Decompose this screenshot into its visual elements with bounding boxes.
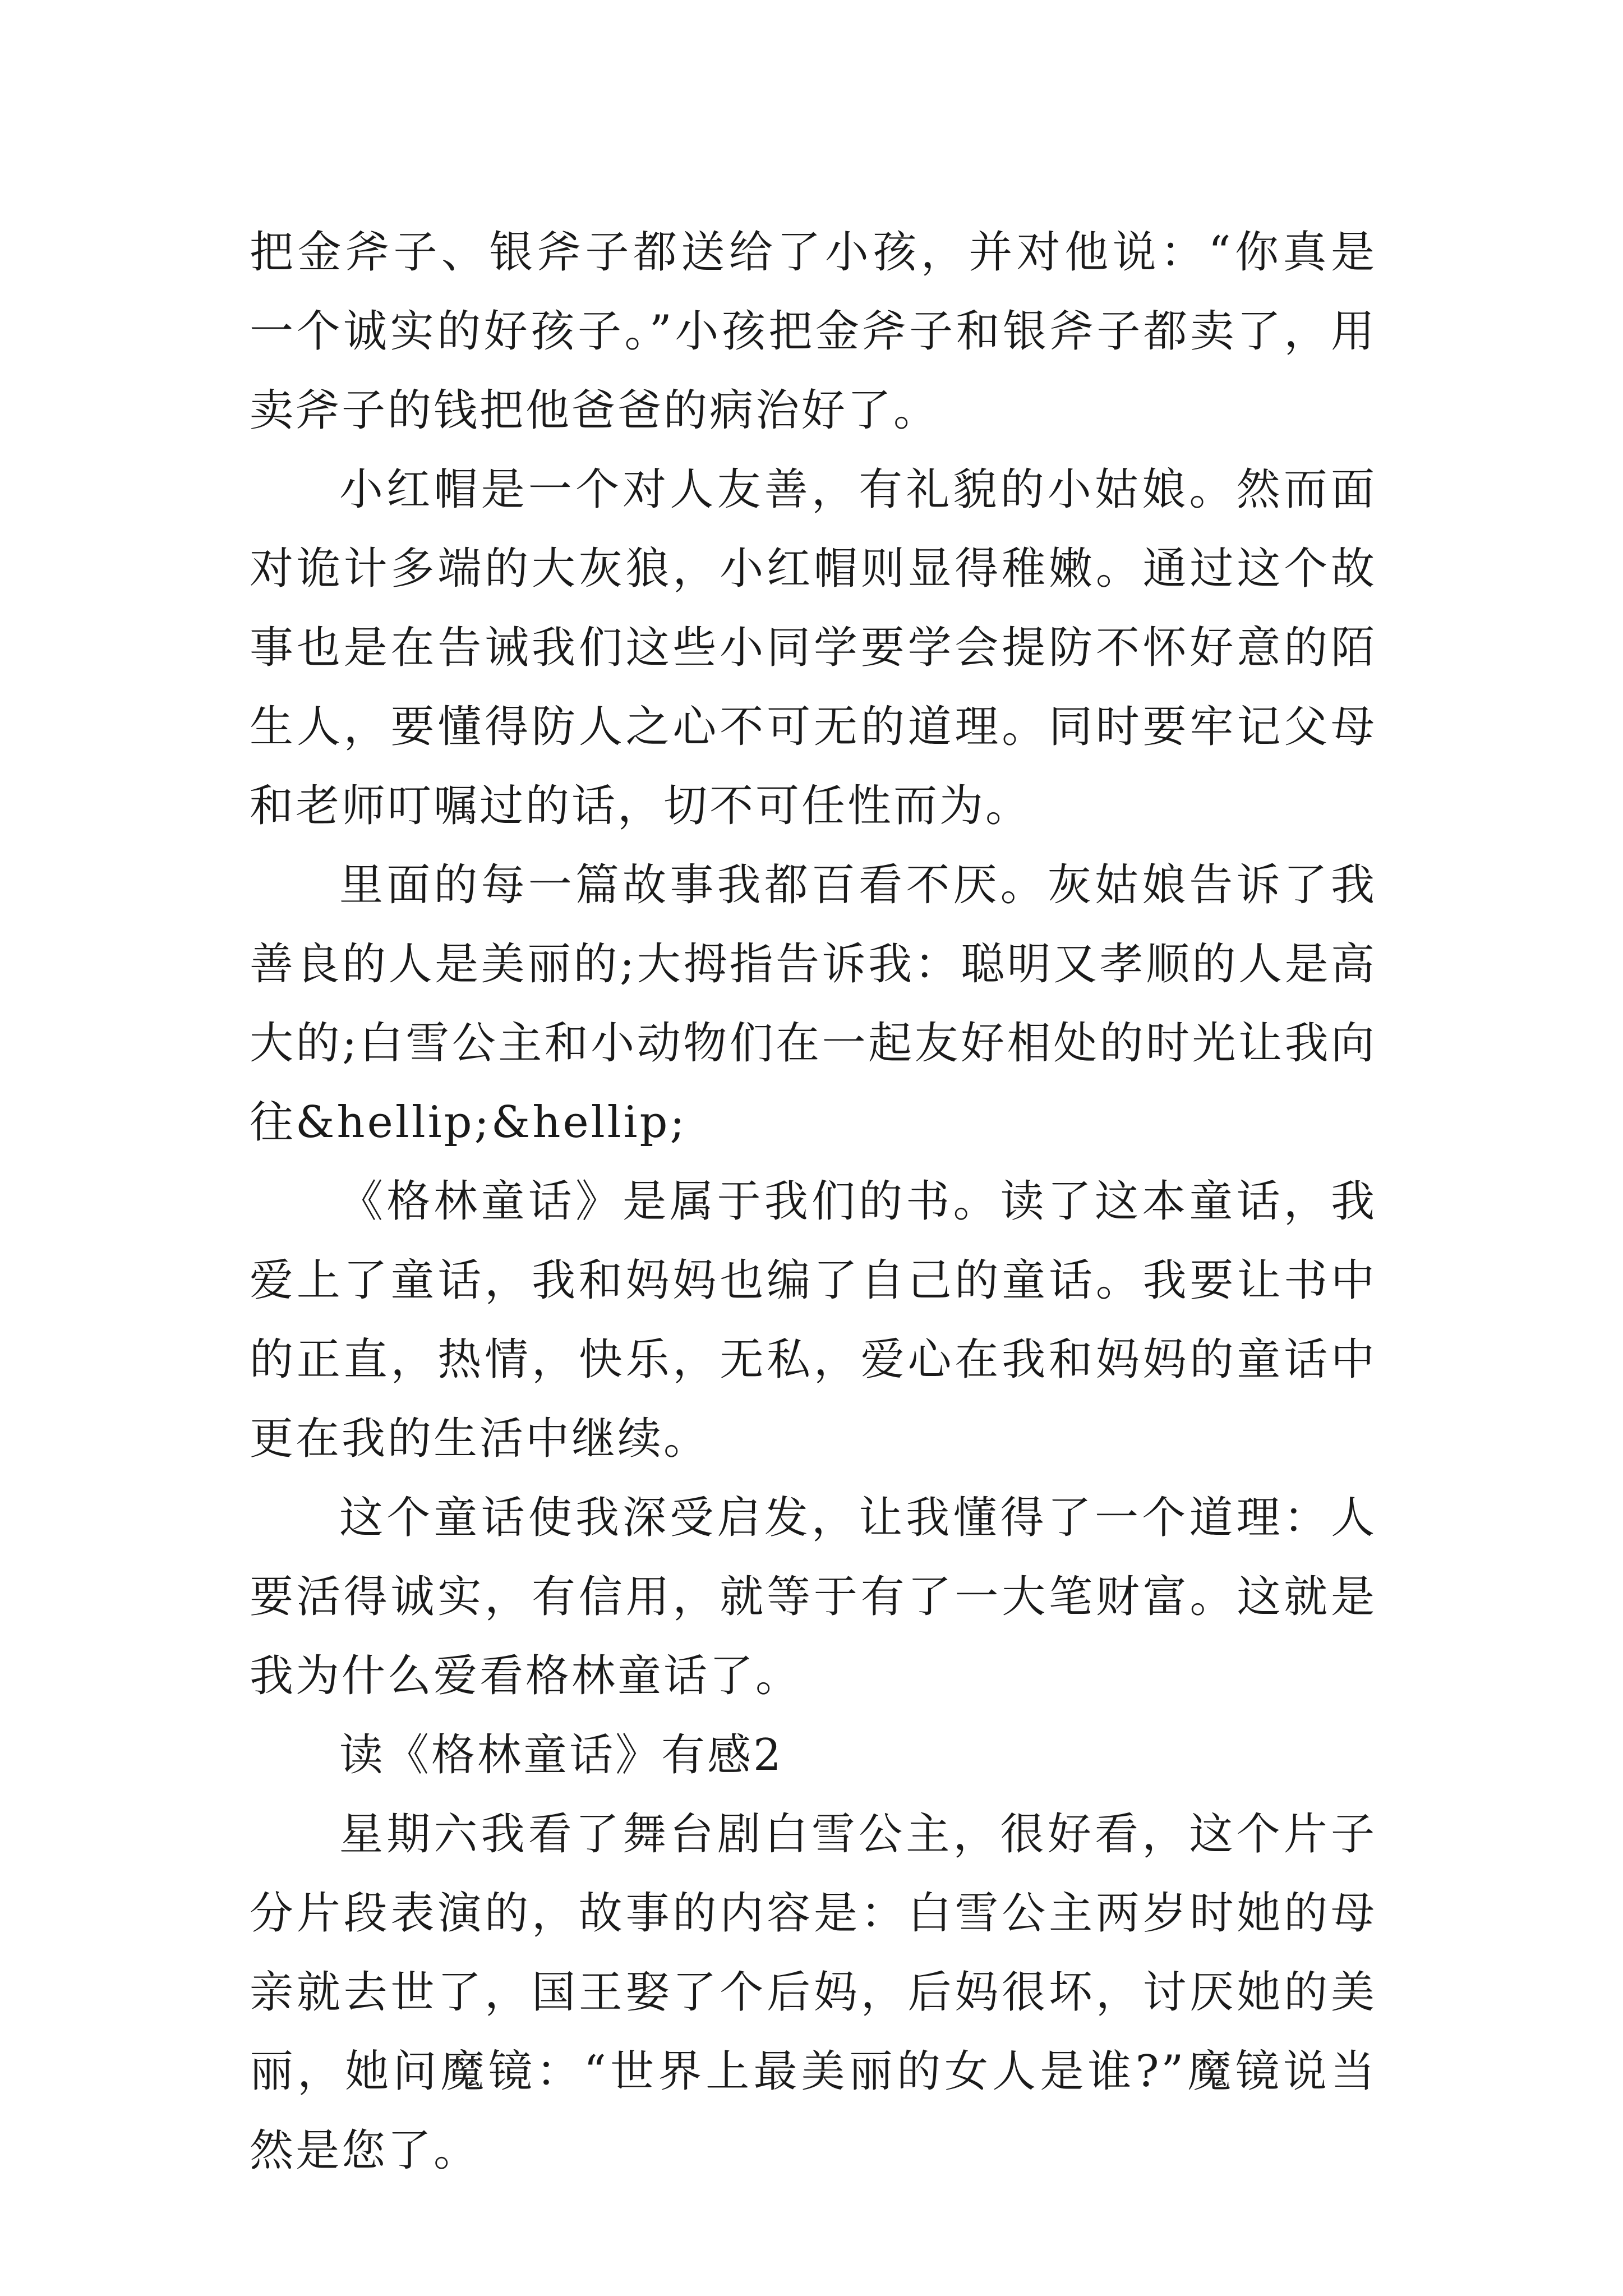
paragraph-favorite-stories: 里面的每一篇故事我都百看不厌。灰姑娘告诉了我善良的人是美丽的;大拇指告诉我：聪明又孝顺的人是高大的;白雪公主和小动物们在一起友好相处的时光让我向往&hellip;&hellip; [250,860,1377,1148]
section-heading: 读《格林童话》有感2 [339,1730,783,1780]
paragraph-snow-white: 星期六我看了舞台剧白雪公主，很好看，这个片子分片段表演的，故事的内容是：白雪公主两岁时她的母亲就去世了，国王娶了个后妈，后妈很坏，讨厌她的美丽，她问魔镜：“世界上最美丽的女人是谁?”魔镜说当然是您了。 [250,1809,1377,2176]
paragraph-little-red-riding-hood: 小红帽是一个对人友善，有礼貌的小姑娘。然而面对诡计多端的大灰狼，小红帽则显得稚嫩。通过这个故事也是在告诫我们这些小同学要学会提防不怀好意的陌生人，要懂得防人之心不可无的道理。同时要牢记父母和老师叮嘱过的话，切不可任性而为。 [250,464,1377,831]
document-body [250,213,1377,2191]
paragraph-our-book: 《格林童话》是属于我们的书。读了这本童话，我爱上了童话，我和妈妈也编了自己的童话。我要让书中的正直，热情，快乐，无私，爱心在我和妈妈的童话中更在我的生活中继续。 [250,1176,1377,1464]
paragraph-lesson: 这个童话使我深受启发，让我懂得了一个道理：人要活得诚实，有信用，就等于有了一大笔财富。这就是我为什么爱看格林童话了。 [250,1493,1377,1701]
paragraph-golden-axe: 把金斧子、银斧子都送给了小孩，并对他说：“你真是一个诚实的好孩子。”小孩把金斧子和银斧子都卖了，用卖斧子的钱把他爸爸的病治好了。 [250,227,1377,436]
